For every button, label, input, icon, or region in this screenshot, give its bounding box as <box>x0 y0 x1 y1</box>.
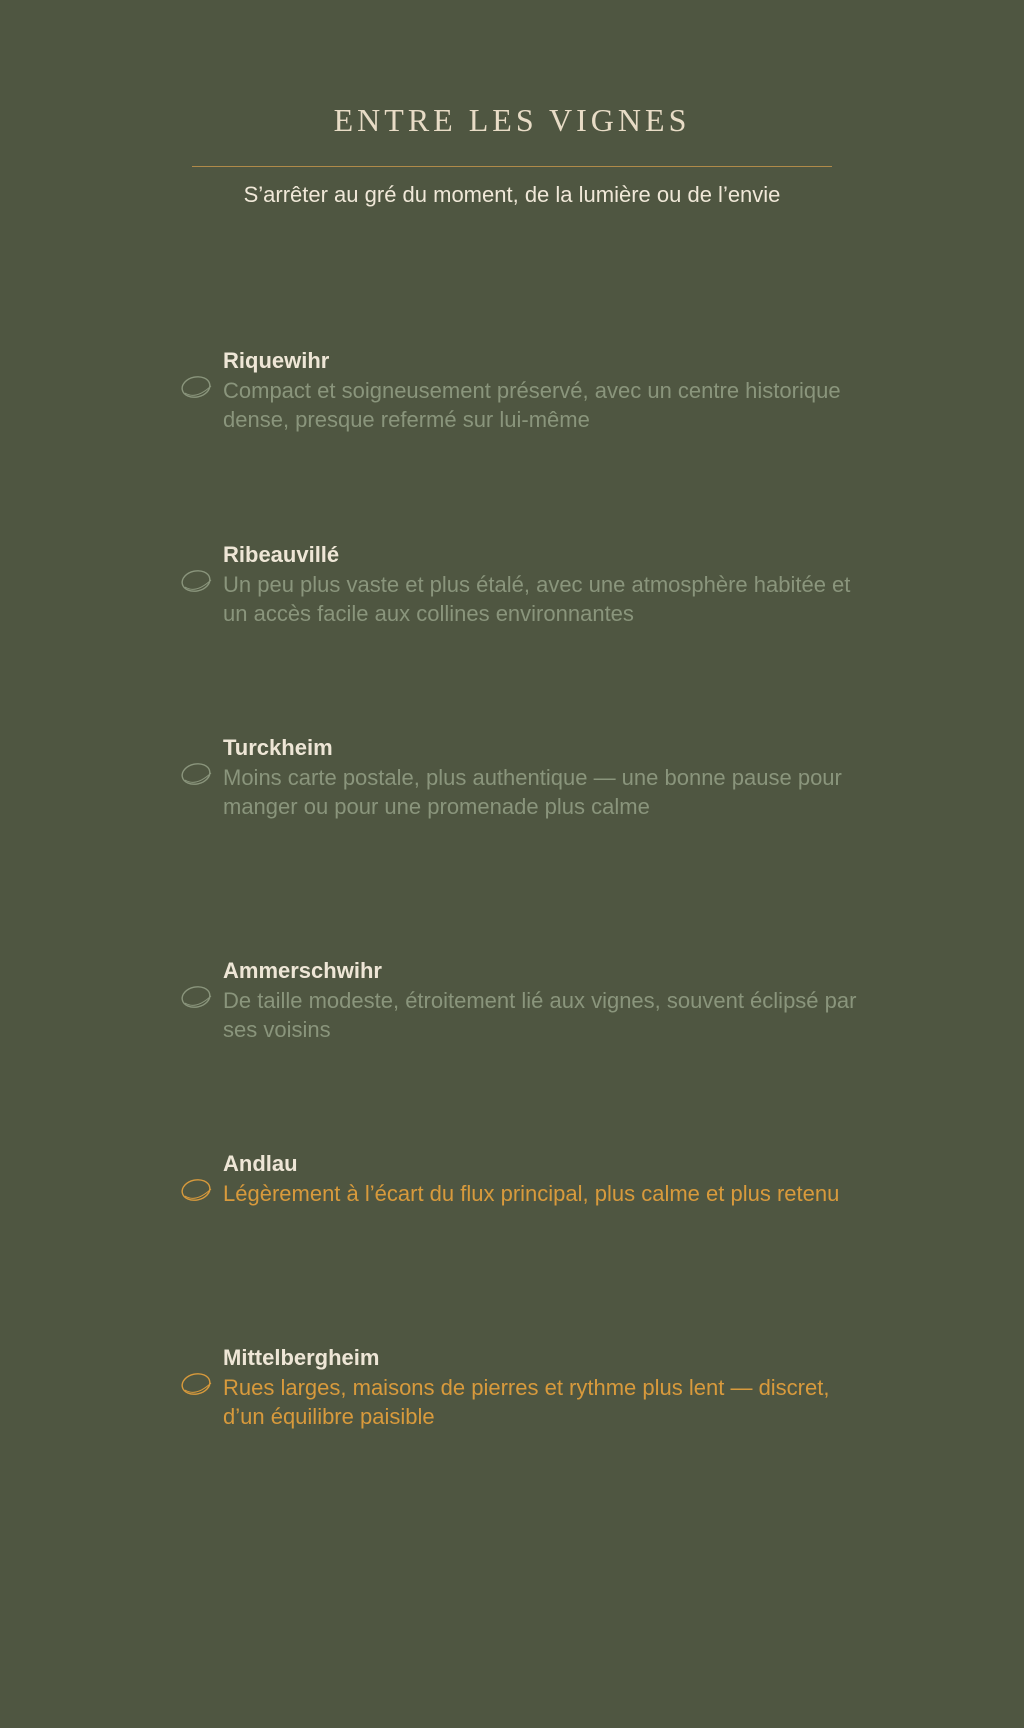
village-text <box>223 956 858 1044</box>
village-name: Ammerschwihr <box>223 958 382 983</box>
village-description: Légèrement à l’écart du flux principal, plus calme et plus retenu <box>223 1181 840 1206</box>
title-divider <box>192 166 832 167</box>
village-description: De taille modeste, étroitement lié aux vignes, souvent éclipsé par ses voisins <box>223 988 857 1042</box>
village-text <box>223 733 858 821</box>
village-description: Moins carte postale, plus authentique — une bonne pause pour manger ou pour une promenade plus calme <box>223 765 842 819</box>
village-text <box>223 1149 858 1208</box>
village-name: Turckheim <box>223 735 333 760</box>
ellipse-outline-icon <box>180 761 214 787</box>
village-name: Andlau <box>223 1151 298 1176</box>
page-title: ENTRE LES VIGNES <box>333 102 691 138</box>
page-subtitle: S’arrêter au gré du moment, de la lumière ou de l’envie <box>243 182 781 207</box>
village-description: Compact et soigneusement préservé, avec un centre historique dense, presque refermé sur lui-même <box>223 378 841 432</box>
village-text <box>223 540 858 628</box>
village-text <box>223 346 858 434</box>
village-text <box>223 1343 858 1431</box>
ellipse-outline-icon <box>180 568 214 594</box>
ellipse-outline-icon <box>180 984 214 1010</box>
village-description: Rues larges, maisons de pierres et rythme plus lent — discret, d’un équilibre paisible <box>223 1375 830 1429</box>
ellipse-outline-icon <box>180 374 214 400</box>
ellipse-outline-icon <box>180 1177 214 1203</box>
village-name: Mittelbergheim <box>223 1345 380 1370</box>
village-description: Un peu plus vaste et plus étalé, avec une atmosphère habitée et un accès facile aux collines environnantes <box>223 572 851 626</box>
village-name: Ribeauvillé <box>223 542 340 567</box>
village-name: Riquewihr <box>223 348 330 373</box>
page-header <box>192 96 832 211</box>
ellipse-outline-icon <box>180 1371 214 1397</box>
